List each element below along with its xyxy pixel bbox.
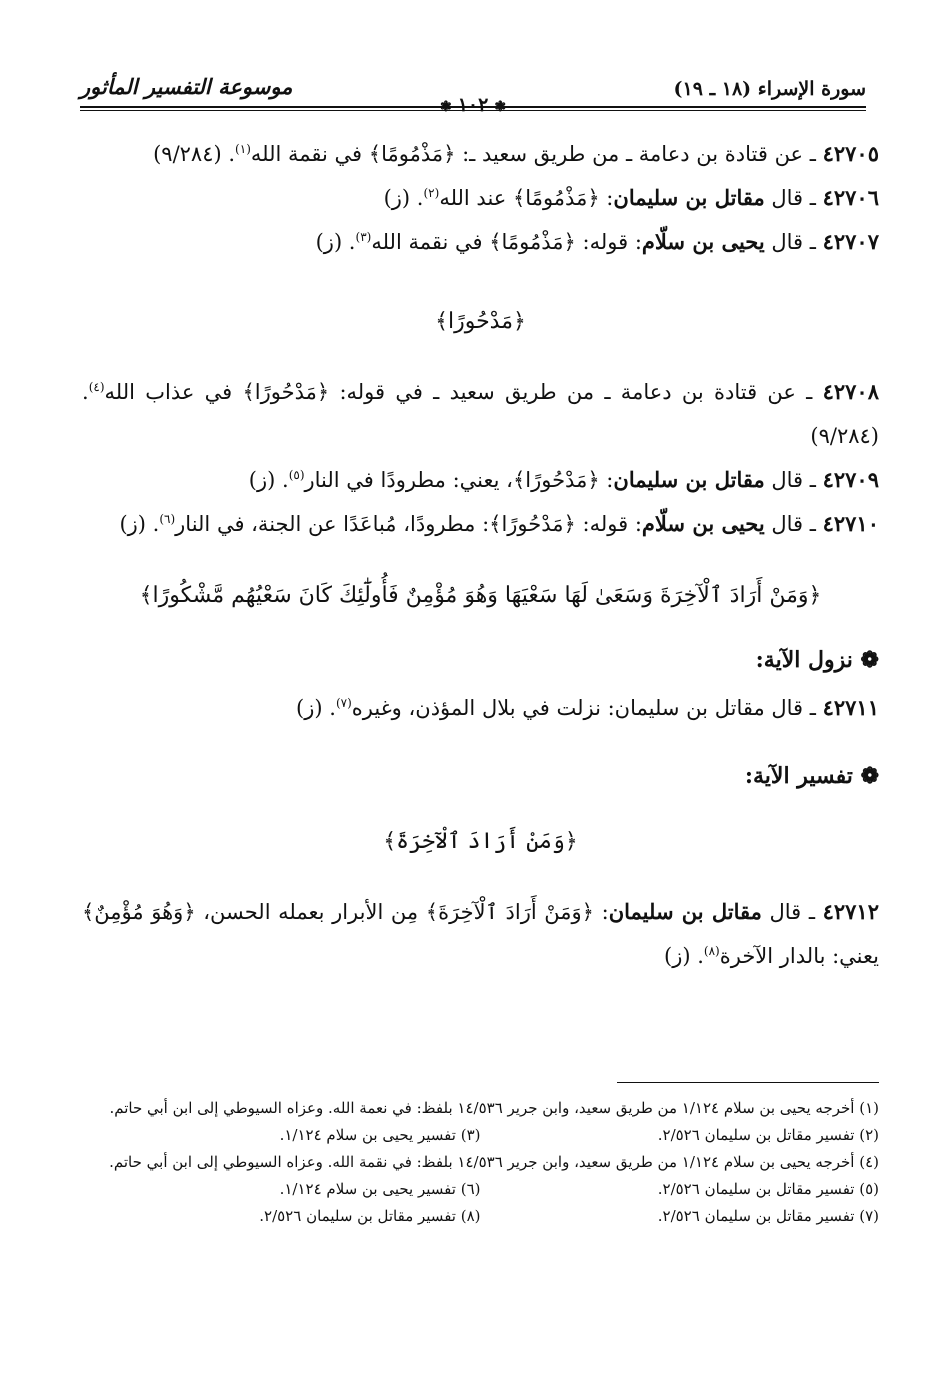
subheading-madhura: ﴿مَدْحُورًا﴾ bbox=[435, 309, 526, 334]
entry-42710: ٤٢٧١٠ ـ قال يحيى بن سلّام: قوله: ﴿مَدْحُورًا﴾: مطرودًا، مُباعَدًا عن الجنة، في النار$^{(٦)}$. (ز) bbox=[119, 511, 879, 536]
entry-42706: ٤٢٧٠٦ ـ قال مقاتل بن سليمان: ﴿مَذْمُومًا﴾ عند الله$^{(٢)}$. (ز) bbox=[383, 185, 879, 210]
entry-42705: ٤٢٧٠٥ ـ عن قتادة بن دعامة ـ من طريق سعيد ـ: ﴿مَذْمُومًا﴾ في نقمة الله$^{(١)}$. (٩/٢٨٤) bbox=[153, 141, 879, 166]
ornament-icon: ❃ bbox=[494, 99, 507, 115]
section-revelation-heading: ❁ نزول الآية: bbox=[755, 647, 879, 673]
footnote-rule bbox=[617, 1082, 879, 1083]
footnote-8: (٨) تفسير مقاتل بن سليمان ٢/٥٢٦. bbox=[259, 1207, 481, 1225]
footnote-3: (٣) تفسير يحيى بن سلام ١/١٢٤. bbox=[279, 1126, 481, 1144]
entry-42708: ٤٢٧٠٨ ـ عن قتادة بن دعامة ـ من طريق سعيد ـ في قوله: ﴿مَدْحُورًا﴾ في عذاب الله$^{(٤)}$. (٩/٢٨٤) bbox=[82, 379, 879, 448]
entry-42712: ٤٢٧١٢ ـ قال مقاتل بن سليمان: ﴿وَمَنْ أَرَادَ ٱلْآخِرَةَ﴾ مِن الأبرار بعمله الحسن، ﴿وَهُوَ مُؤْمِنٌ﴾ يعني: بالدار الآخرة$^{(٨)}$. (ز) bbox=[82, 899, 879, 968]
page-number: ١٠٢ bbox=[457, 94, 489, 116]
footnote-4: (٤) أخرجه يحيى بن سلام ١/١٢٤ من طريق سعيد، وابن جرير ١٤/٥٣٦ بلفظ: في نقمة الله. وعزاه السيوطي إلى ابن أبي حاتم. bbox=[109, 1153, 879, 1171]
page-number-block bbox=[80, 94, 866, 116]
header-rule bbox=[80, 106, 866, 108]
quran-verse: ﴿وَمَنْ أَرَادَ ٱلْآخِرَةَ وَسَعَىٰ لَهَا سَعْيَهَا وَهُوَ مُؤْمِنٌ فَأُولَٰٓئِكَ كَانَ سَعْيُهُم مَّشْكُورًا﴾ bbox=[139, 583, 822, 608]
book-title: موسوعة التفسير المأثور bbox=[80, 74, 293, 99]
footnote-7: (٧) تفسير مقاتل بن سليمان ٢/٥٢٦. bbox=[657, 1207, 879, 1225]
section-tafsir-heading: ❁ تفسير الآية: bbox=[744, 763, 879, 789]
footnote-5: (٥) تفسير مقاتل بن سليمان ٢/٥٢٦. bbox=[657, 1180, 879, 1198]
footnote-6: (٦) تفسير يحيى بن سلام ١/١٢٤. bbox=[279, 1180, 481, 1198]
ornament-icon: ❃ bbox=[439, 99, 452, 115]
entry-42709: ٤٢٧٠٩ ـ قال مقاتل بن سليمان: ﴿مَدْحُورًا﴾، يعني: مطرودًا في النار$^{(٥)}$. (ز) bbox=[248, 467, 879, 492]
surah-title: سورة الإسراء (١٨ ـ ١٩) bbox=[673, 78, 866, 100]
header-rule-thin bbox=[80, 110, 866, 111]
footnotes bbox=[82, 1095, 879, 1230]
footnote-1: (١) أخرجه يحيى بن سلام ١/١٢٤ من طريق سعيد، وابن جرير ١٤/٥٣٦ بلفظ: في نعمة الله. وعزاه السيوطي إلى ابن أبي حاتم. bbox=[109, 1099, 879, 1117]
footnote-2: (٢) تفسير مقاتل بن سليمان ٢/٥٢٦. bbox=[657, 1126, 879, 1144]
main-text bbox=[82, 132, 879, 978]
entry-42711: ٤٢٧١١ ـ قال مقاتل بن سليمان: نزلت في بلال المؤذن، وغيره$^{(٧)}$. (ز) bbox=[296, 695, 879, 720]
entry-42707: ٤٢٧٠٧ ـ قال يحيى بن سلّام: قوله: ﴿مَذْمُومًا﴾ في نقمة الله$^{(٣)}$. (ز) bbox=[315, 229, 879, 254]
subheading-man-arada: ﴿وَمَنْ أَرَادَ ٱلْآخِرَةَ﴾ bbox=[383, 829, 578, 854]
